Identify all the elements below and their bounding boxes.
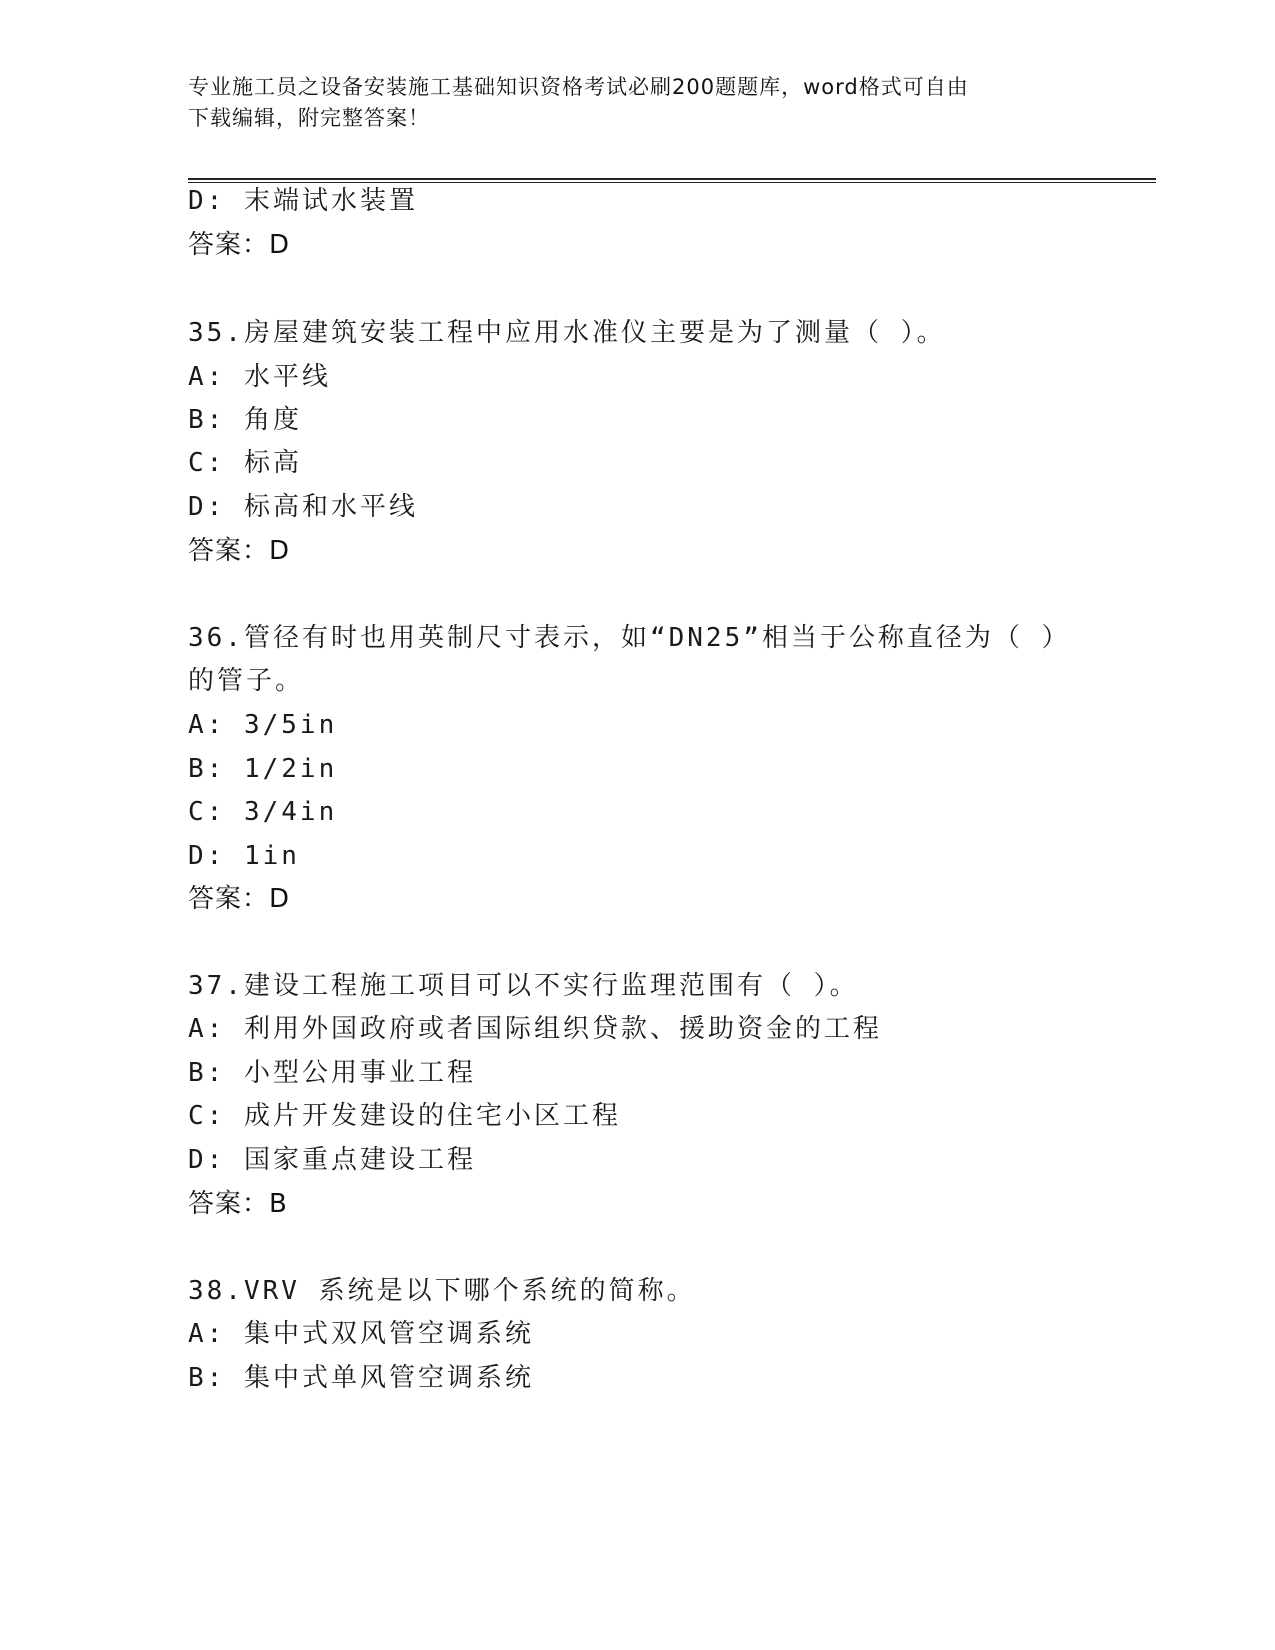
option-c: C: 3/4in [188,797,338,827]
option-a: A: 集中式双风管空调系统 [188,1319,534,1349]
option-d: D: 标高和水平线 [188,492,418,522]
option-d: D: 国家重点建设工程 [188,1145,476,1175]
option-a: A: 3/5in [188,710,338,740]
answer-label: 答案：D [188,230,291,260]
answer-label: 答案：D [188,536,291,566]
option-b: B: 小型公用事业工程 [188,1058,476,1088]
option-c: C: 标高 [188,448,302,478]
option-b: B: 集中式单风管空调系统 [188,1363,534,1393]
header-line-1: 专业施工员之设备安装施工基础知识资格考试必刷200题题库，word格式可自由 [188,75,969,99]
question-stem-36-line-1: 36.管径有时也用英制尺寸表示，如“DN25”相当于公称直径为（ ） [188,623,1071,653]
option-a: A: 水平线 [188,362,331,392]
answer-label: 答案：B [188,1189,288,1219]
answer-label: 答案：D [188,884,291,914]
question-stem-35: 35.房屋建筑安装工程中应用水准仪主要是为了测量（ ）。 [188,318,946,348]
option-b: B: 角度 [188,405,302,435]
option-a: A: 利用外国政府或者国际组织贷款、援助资金的工程 [188,1014,882,1044]
option-d: D: 1in [188,841,300,871]
question-stem-38: 38.VRV 系统是以下哪个系统的简称。 [188,1276,696,1306]
option-c: C: 成片开发建设的住宅小区工程 [188,1101,621,1131]
header-line-2: 下载编辑，附完整答案！ [188,106,430,130]
option-d: D: 末端试水装置 [188,186,418,216]
question-stem-36-line-2: 的管子。 [188,666,305,696]
document-header [188,72,1088,134]
option-b: B: 1/2in [188,754,338,784]
question-stem-37: 37.建设工程施工项目可以不实行监理范围有（ ）。 [188,971,859,1001]
header-divider [188,178,1156,183]
